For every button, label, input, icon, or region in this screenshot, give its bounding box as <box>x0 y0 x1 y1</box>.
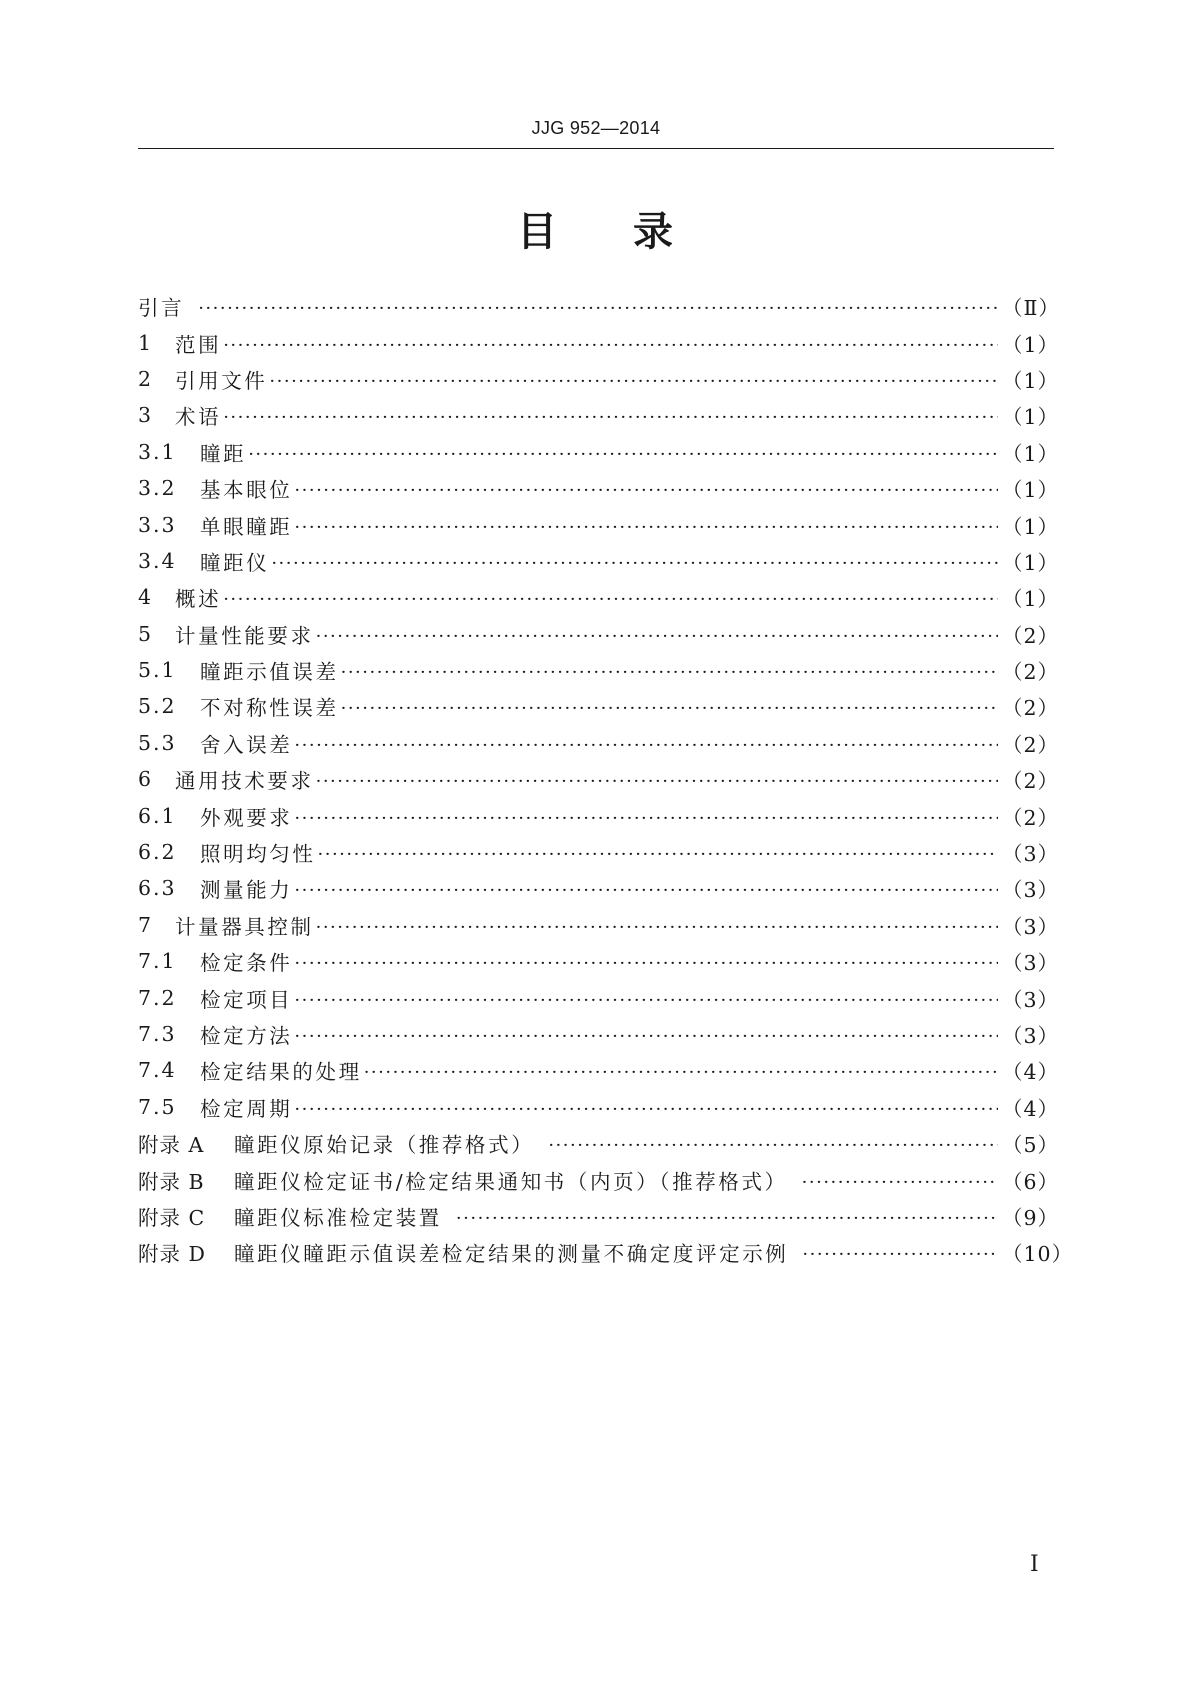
toc-entry[interactable] <box>138 324 1060 360</box>
toc-entry-page: （Ⅱ） <box>1002 296 1060 321</box>
toc-entry-page: （5） <box>1002 1133 1060 1158</box>
toc-dot-leader <box>364 1059 998 1083</box>
toc-entry-page: （2） <box>1002 623 1060 648</box>
toc-entry-title: 检定结果的处理 <box>200 1060 362 1085</box>
toc-entry-title: 舍入误差 <box>200 732 293 757</box>
toc-entry[interactable] <box>138 288 1060 324</box>
toc-entry[interactable] <box>138 725 1060 761</box>
toc-entry-page: （1） <box>1002 550 1060 575</box>
toc-entry-number: 附录 D <box>138 1242 206 1267</box>
toc-entry-number: 7.3 <box>138 1022 177 1046</box>
toc-entry-number: 7.5 <box>138 1094 177 1119</box>
toc-entry-page: （4） <box>1002 1060 1060 1085</box>
toc-entry[interactable] <box>138 943 1060 979</box>
page-folio: Ⅰ <box>1030 1552 1039 1577</box>
toc-entry-title: 瞳距仪 <box>200 550 270 575</box>
toc-entry-title: 术语 <box>175 405 222 430</box>
toc-entry-title: 计量器具控制 <box>175 914 314 939</box>
toc-entry-page: （3） <box>1002 1024 1060 1048</box>
toc-entry[interactable] <box>138 579 1060 615</box>
toc-entry-number: 7.1 <box>138 949 177 974</box>
toc-dot-leader <box>456 1205 998 1229</box>
toc-entry[interactable] <box>138 1089 1060 1125</box>
toc-entry-title: 计量性能要求 <box>175 623 314 648</box>
toc-entry-number: 5.1 <box>138 658 177 683</box>
toc-entry-page: （3） <box>1002 842 1060 867</box>
toc-entry[interactable] <box>138 470 1060 506</box>
toc-entry[interactable] <box>138 834 1060 870</box>
toc-dot-leader <box>294 987 998 1011</box>
toc-dot-leader <box>341 695 998 719</box>
toc-entry-title: 检定周期 <box>200 1096 293 1121</box>
toc-dot-leader <box>271 550 998 574</box>
toc-entry-number: 5 <box>138 621 154 646</box>
toc-entry[interactable] <box>138 434 1060 470</box>
toc-entry[interactable] <box>138 506 1060 542</box>
toc-entry-number: 6.2 <box>138 840 177 865</box>
toc-dot-leader <box>294 732 998 756</box>
toc-dot-leader <box>341 659 998 683</box>
toc-entry[interactable] <box>138 761 1060 797</box>
toc-dot-leader <box>198 295 998 319</box>
toc-dot-leader <box>294 514 998 538</box>
standard-code-header: JJG 952—2014 <box>531 118 661 138</box>
toc-entry-number: 6.3 <box>138 876 177 901</box>
toc-entry-number: 附录 C <box>138 1205 206 1230</box>
toc-entry-page: （10） <box>1002 1242 1074 1267</box>
toc-entry[interactable] <box>138 1161 1060 1197</box>
toc-entry-title: 瞳距示值误差 <box>200 660 339 685</box>
toc-dot-leader <box>294 805 998 829</box>
toc-entry-number: 3.3 <box>138 512 177 537</box>
toc-entry-page: （3） <box>1002 914 1060 939</box>
toc-entry-page: （3） <box>1002 987 1060 1012</box>
toc-entry-number: 4 <box>138 585 154 610</box>
toc-entry-page: （2） <box>1002 660 1060 685</box>
toc-entry-page: （1） <box>1002 368 1060 393</box>
toc-entry-title: 基本眼位 <box>200 478 293 503</box>
toc-entry[interactable] <box>138 361 1060 397</box>
toc-title-part1: 目 <box>517 209 559 255</box>
toc-entry[interactable] <box>138 543 1060 579</box>
toc-entry-page: （1） <box>1002 478 1060 503</box>
toc-entry-page: （2） <box>1002 732 1060 757</box>
toc-entry[interactable] <box>138 907 1060 943</box>
toc-entry-title: 照明均匀性 <box>200 842 316 867</box>
toc-entry-page: （9） <box>1002 1205 1060 1230</box>
toc-entry[interactable] <box>138 1234 1074 1270</box>
toc-entry[interactable] <box>138 397 1060 433</box>
toc-entry-number: 3.4 <box>138 548 177 573</box>
toc-dot-leader <box>248 441 998 465</box>
toc-entry[interactable] <box>138 1198 1060 1234</box>
toc-entry-page: （6） <box>1002 1169 1060 1194</box>
toc-entry-title: 检定方法 <box>200 1024 293 1048</box>
toc-entry-page: （1） <box>1002 587 1060 612</box>
toc-entry-number: 5.3 <box>138 730 177 755</box>
toc-entry-page: （2） <box>1002 805 1060 830</box>
toc-entry-title: 通用技术要求 <box>175 769 314 794</box>
toc-entry-number: 附录 B <box>138 1169 205 1194</box>
toc-entry-title: 瞳距 <box>200 441 247 466</box>
toc-entry-title: 检定条件 <box>200 951 293 976</box>
toc-entry[interactable] <box>138 688 1060 724</box>
toc-entry-number: 7.2 <box>138 985 177 1010</box>
toc-dot-leader <box>269 368 998 392</box>
toc-entry-number: 附录 A <box>138 1133 205 1158</box>
header-rule <box>138 148 1054 149</box>
toc-entry-title: 引言 <box>138 296 185 321</box>
table-of-contents <box>138 288 1074 1271</box>
toc-entry-page: （1） <box>1002 405 1060 430</box>
toc-entry-number: 6 <box>138 767 154 792</box>
toc-dot-leader <box>316 623 998 647</box>
toc-entry[interactable] <box>138 1052 1060 1088</box>
toc-dot-leader <box>223 332 998 356</box>
toc-dot-leader <box>294 477 998 501</box>
toc-dot-leader <box>294 950 998 974</box>
toc-entry-page: （1） <box>1002 441 1060 466</box>
toc-dot-leader <box>802 1241 998 1265</box>
toc-entry-number: 7 <box>138 912 154 937</box>
toc-entry-number: 3 <box>138 403 154 428</box>
toc-entry-page: （1） <box>1002 332 1060 357</box>
toc-dot-leader <box>802 1169 998 1193</box>
toc-entry-page: （2） <box>1002 696 1060 721</box>
toc-entry[interactable] <box>138 1016 1060 1052</box>
toc-entry-title: 瞳距仪瞳距示值误差检定结果的测量不确定度评定示例 <box>234 1242 789 1267</box>
toc-entry-title: 检定项目 <box>200 987 293 1012</box>
toc-entry-title: 测量能力 <box>200 878 293 903</box>
toc-entry-number: 3.2 <box>138 476 177 501</box>
toc-dot-leader <box>316 768 998 792</box>
toc-dot-leader <box>316 914 998 938</box>
toc-entry[interactable] <box>138 870 1060 906</box>
toc-entry-title: 外观要求 <box>200 805 293 830</box>
toc-entry-number: 2 <box>138 366 154 391</box>
toc-entry-number: 1 <box>138 330 154 355</box>
toc-entry-page: （3） <box>1002 878 1060 903</box>
toc-dot-leader <box>223 586 998 610</box>
toc-entry-title: 瞳距仪标准检定装置 <box>234 1205 442 1230</box>
toc-entry[interactable] <box>138 1125 1060 1161</box>
toc-entry-number: 6.1 <box>138 803 177 828</box>
toc-dot-leader <box>223 404 998 428</box>
toc-entry-title: 瞳距仪检定证书/检定结果通知书（内页）（推荐格式） <box>234 1169 788 1194</box>
toc-entry[interactable] <box>138 616 1060 652</box>
toc-entry[interactable] <box>138 797 1060 833</box>
toc-dot-leader <box>294 877 998 901</box>
toc-entry-title: 不对称性误差 <box>200 696 339 721</box>
toc-entry-number: 7.4 <box>138 1058 177 1083</box>
toc-dot-leader <box>294 1096 998 1120</box>
toc-entry-title: 概述 <box>175 587 222 612</box>
toc-entry[interactable] <box>138 979 1060 1015</box>
toc-entry-title: 范围 <box>175 332 222 357</box>
toc-entry-page: （2） <box>1002 769 1060 794</box>
toc-entry-page: （3） <box>1002 951 1060 976</box>
toc-dot-leader <box>548 1132 998 1156</box>
toc-title <box>138 200 1054 257</box>
toc-entry-title: 瞳距仪原始记录（推荐格式） <box>234 1133 535 1158</box>
toc-entry[interactable] <box>138 652 1060 688</box>
toc-entry-page: （1） <box>1002 514 1060 539</box>
toc-title-part2: 录 <box>633 209 675 255</box>
toc-entry-title: 引用文件 <box>175 368 268 393</box>
toc-dot-leader <box>318 841 999 865</box>
toc-entry-page: （4） <box>1002 1096 1060 1121</box>
toc-entry-number: 5.2 <box>138 694 177 719</box>
toc-entry-number: 3.1 <box>138 439 177 464</box>
toc-entry-title: 单眼瞳距 <box>200 514 293 539</box>
toc-dot-leader <box>294 1023 998 1047</box>
